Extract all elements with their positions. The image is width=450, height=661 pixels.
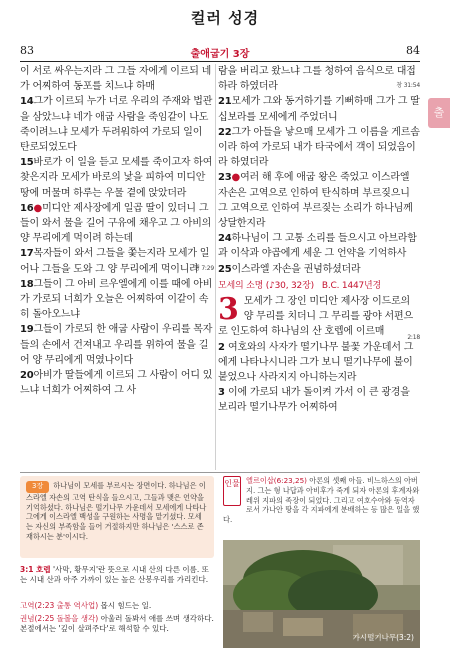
verse-20: 20아비가 딸들에게 이르되 그 사람이 어디 있느냐 너희가 어찌하여 그 사 [20,370,213,397]
page-title: 컬러 성경 [190,9,260,27]
verse-3-3: 3 이에 가로되 내가 돌이켜 가서 이 큰 광경을 보리라 떨기나무가 어찌하여 [218,387,410,414]
verse-3-2: 2 여호와의 사자가 떨기나무 불꽃 가운데서 그에게 나타나시니라 그가 보니 떨기나무에 불이 붙었으나 사라지지 아니하는지라 2:18 [218,340,420,386]
verse-continuation: 람을 버리고 왔느냐 그를 청하여 음식으로 대접하라 하였더라 창 31:54 [218,66,420,93]
running-header [20,44,420,60]
person-icon: 인물 [223,476,241,506]
verse-25: 25이스라엘 자손을 권념하셨더라 [218,263,361,275]
verse-22: 22그가 아들을 낳으매 모세가 그 이름을 게르솜이라 하여 가로되 내가 타국에서 객이 되었음이라 하였더라 [218,126,420,169]
chapter-number: 3 [218,292,239,328]
person-note: 인물 엘르이삽(6:23,25) 아론의 셋째 아들. 비느하스의 아버지. 그는 형 나답과 아비후가 죽게 되자 아론의 후계자와 레위 지파의 족장이 되었다. 그리고 여호수아와 동역자로서 가나안 땅을 각 지파에게 분배하는 등 많은 일을 했다. [223,476,420,525]
right-column [218,64,420,416]
verse-14: 14그가 이르되 누가 너로 우리의 주재와 법관을 삼았느냐 네가 애굽 사람을 죽임같이 나도 죽이려느냐 모세가 두려워하여 가로되 일이 탄로되었도다 [20,96,213,154]
paragraph-marker-icon: ● [33,202,43,214]
verse-21: 21모세가 그와 동거하기를 기뻐하매 그가 그 딸 십보라를 모세에게 주었더니 [218,96,420,123]
verse-17: 17목자들이 와서 그들을 쫓는지라 모세가 일어나 그들을 도와 그 양 무리에게 먹이니라 행 7:29 [20,248,214,275]
paragraph-marker-icon: ● [231,172,241,184]
book-side-tab[interactable]: 출 [428,98,450,128]
gloss-item: 권념(2:25 돌볼을 생각) 아울러 돌봐서 애를 쓰며 생각하다. 본절에서는 '깊이 살펴주다'로 해석할 수 있다. [20,614,214,633]
section-heading: 모세의 소명 (♪30, 32장) B.C. 1447년경 [218,280,382,291]
photo-caption: 가시떨기나무(3:2) [352,633,414,642]
header-rule [20,61,420,62]
burning-bush-photo [223,540,420,648]
gloss-item: 고역(2:23 출통 역사업) 몹시 힘드는 일. [20,601,152,610]
left-column [20,64,214,398]
page-number-left: 83 [20,44,34,57]
verse-15: 15바로가 이 일을 듣고 모세를 죽이고자 하여 찾은지라 모세가 바로의 낯을 피하여 미디안 땅에 머물며 하루는 우물 곁에 앉았더라 [20,157,213,199]
cross-reference: 2:18 [407,333,420,341]
verse-continuation: 이 서로 싸우는지라 그 그들 자에게 이르되 네가 어찌하여 동포를 치느냐 하매 [20,66,212,93]
page-number-right: 84 [406,44,420,57]
note-tag: 3장 [26,481,49,493]
verse-23: 23●여러 해 후에 애굽 왕은 죽었고 이스라엘 자손은 고역으로 인하여 탄식하며 부르짖으니 그 고역으로 인하여 부르짖는 소리가 하나님께 상달한지라 [218,172,413,230]
verse-3-1: 3 모세가 그 장인 미디안 제사장 이드로의 양 무리를 치더니 그 무리를 광야 서편으로 인도하여 하나님의 산 호렙에 이르매 [218,292,413,338]
verse-24: 24하나님이 그 고통 소리를 들으시고 아브라함과 이삭과 야곱에게 세운 그 언약을 기억하사 [218,233,417,260]
column-divider [215,64,216,470]
study-note-box: 3장 하나님이 모세를 부르시는 장면이다. 하나님은 이스라엘 자손의 고역 탄식을 들으시고, 그들과 맺은 언약을 기억하셨다. 하나님은 떨기나무 가운데서 모세에게 나타나 그에게 이스라엘 백성을 구원하는 사명을 맡기셨다. 모세는 자신의 부족함을 들어 거절하지만 하나님은 '스스로 존재하시는 분'이시다. [20,476,214,558]
verse-19: 19그들이 가로되 한 애굽 사람이 우리를 목자들의 손에서 건져내고 우리를 위하여 물을 길어 양 무리에게 먹였나이다 [20,324,213,366]
cross-reference: 창 31:54 [396,82,420,90]
footnote-rule [20,472,420,473]
cross-reference: 행 7:29 [194,264,214,272]
verse-18: 18그들이 그 아비 르우엘에게 이를 때에 아비가 가로되 너희가 오늘은 어찌하여 이같이 속히 돌아오느냐 [20,278,213,321]
book-chapter-label: 출애굽기 3장 [190,49,250,60]
gloss-item: 3:1 호렙 '사막, 황무지'란 뜻으로 시내 산의 다른 이름. 또는 시내 산과 아주 가까이 있는 높은 산봉우리를 가리킨다. [20,565,209,584]
verse-16: 16●미디안 제사장에게 일곱 딸이 있더니 그들이 와서 물을 길어 구유에 채우고 그 아비의 양 무리에게 먹이려 하는데 [20,202,212,245]
